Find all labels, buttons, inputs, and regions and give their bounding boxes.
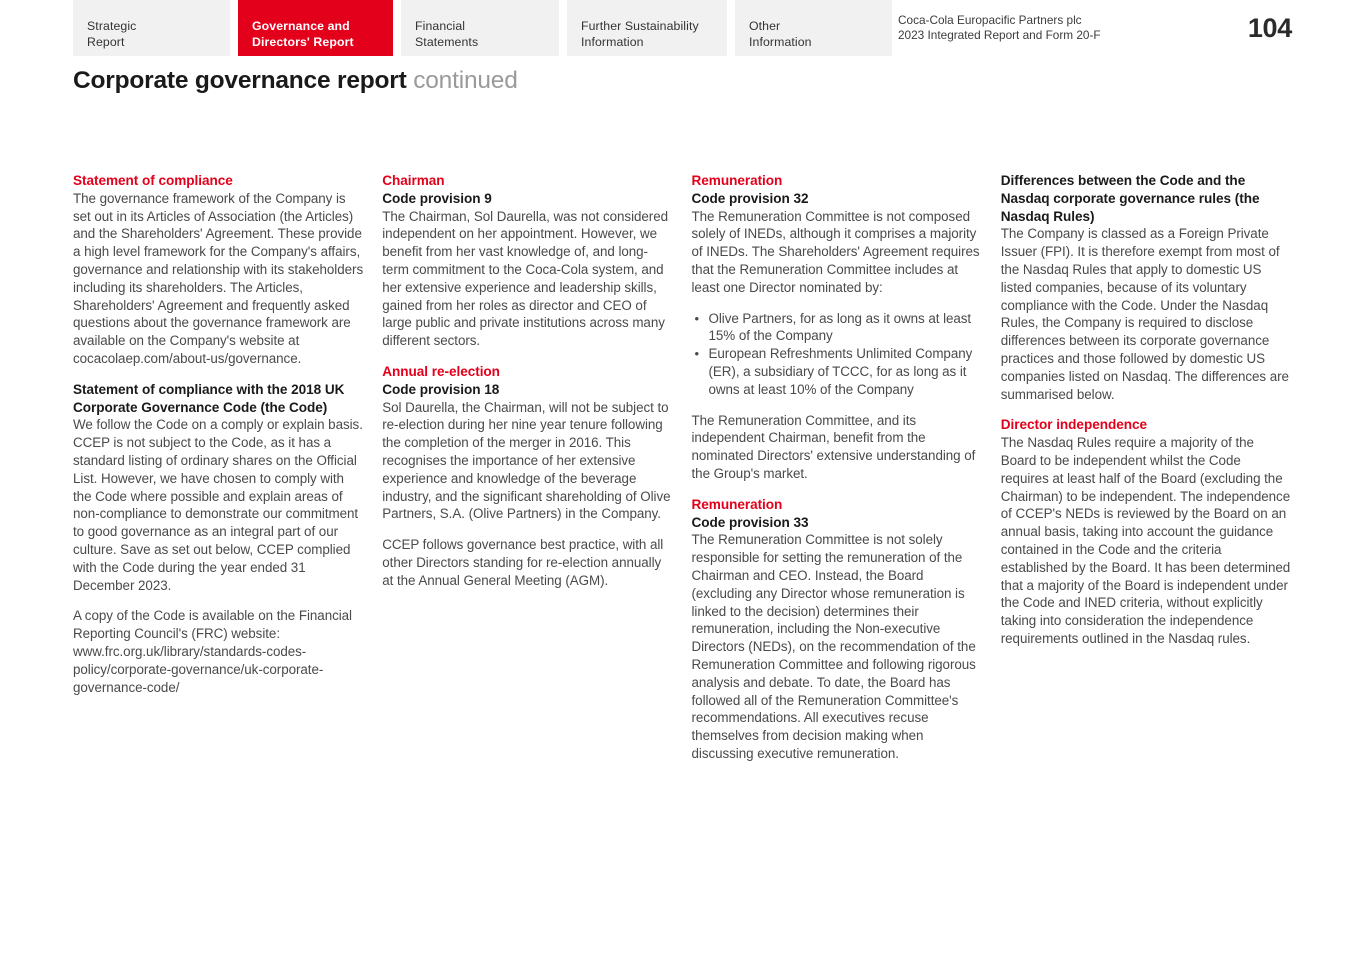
column-chairman [382, 172, 673, 776]
section-heading: Code provision 18 [382, 381, 500, 397]
tab-label-line2: Information [749, 34, 812, 49]
tab-further-sustainability-information[interactable] [567, 0, 727, 56]
section-heading: Code provision 33 [691, 514, 809, 530]
tab-label-line1: Financial [415, 19, 466, 33]
body-paragraph: CCEP follows governance best practice, with all other Directors standing for re-election annually at the Annual General Meeting (AGM). [382, 537, 664, 588]
body-paragraph: The governance framework of the Company is set out in its Articles of Association (the Articles) and the Shareholders' Agreement. These provide a high level framework for the Company's affairs, governance and relationship with its stakeholders including its shareholders. The Articles, Shareholders' Agreement and frequently asked questions about the governance framework are available on the Company's website at cocacolaep.com/about-us/governance. [73, 190, 364, 366]
body-paragraph: The Company is classed as a Foreign Private Issuer (FPI). It is therefore exempt from most of the Nasdaq Rules that apply to domestic US listed companies, because of its voluntary compliance with the Code. Under the Nasdaq Rules, the Company is required to disclose differences between its corporate governance practices and those followed by domestic US companies listed on Nasdaq. The differences are summarised below. [1000, 226, 1289, 402]
body-paragraph: We follow the Code on a comply or explain basis. CCEP is not subject to the Code, as it has a standard listing of ordinary shares on the Official List. However, we have chosen to comply with the Code where possible and explain areas of non-compliance to demonstrate our commitment to good governance as an integral part of our culture. Save as set out below, CCEP complied with the Code during the year ended 31 December 2023. [73, 417, 363, 593]
section-heading: Statement of compliance with the 2018 UK Corporate Governance Code (the Code) [73, 381, 345, 415]
section-heading: Chairman [382, 173, 445, 188]
body-paragraph: The Remuneration Committee, and its independent Chairman, benefit from the nominated Directors' extensive understanding of the Group's market. [691, 412, 976, 481]
body-paragraph: The Nasdaq Rules require a majority of the Board to be independent whilst the Code requires at least half of the Board (excluding the Chairman) to be independent. The independence of CCEP's NEDs is reviewed by the Board on an annual basis, taking into account the guidance contained in the Code and the criteria established by the Board. It has been determined that a majority of the Board is independent under the Code and INED criteria, without explicitly taking into consideration the independence requirements outlined in the Nasdaq rules. [1000, 435, 1291, 646]
column-nasdaq-differences [1001, 172, 1292, 776]
page-number: 104 [1247, 12, 1292, 43]
column-remuneration [692, 172, 983, 776]
document-reference [898, 0, 1101, 56]
tab-other-information[interactable] [735, 0, 892, 56]
tab-governance-and-directors-report[interactable] [238, 0, 393, 56]
page-title-continued: continued [413, 67, 518, 94]
tab-financial-statements[interactable] [401, 0, 559, 56]
list-item: • Olive Partners, for as long as it owns at least 15% of the Company [692, 310, 983, 346]
column-statement-of-compliance [73, 172, 364, 776]
body-paragraph: A copy of the Code is available on the Financial Reporting Council's (FRC) website: www.frc.org.uk/library/standards-codes-policy/corporate-governance/uk-corporate-governance-code/ [73, 608, 352, 695]
bullet-list [692, 310, 983, 399]
section-tab-strip [73, 0, 900, 56]
tab-label-line2: Directors' Report [252, 34, 354, 49]
section-heading: Statement of compliance [73, 173, 233, 188]
list-item: • European Refreshments Unlimited Company (ER), a subsidiary of TCCC, for as long as it owns at least 10% of the Company [692, 345, 983, 398]
body-paragraph: Sol Daurella, the Chairman, will not be subject to re-election during her nine year tenure following the completion of the merger in 2016. This recognises the importance of her extensive experience and knowledge of the beverage industry, and the significant shareholding of Olive Partners, S.A. (Olive Partners) in the Company. [382, 399, 671, 522]
page-title [73, 66, 518, 96]
body-paragraph: The Remuneration Committee is not composed solely of INEDs, although it comprises a majority of INEDs. The Shareholders' Agreement requires that the Remuneration Committee includes at least one Director nominated by: [691, 208, 980, 295]
section-heading: Director independence [1000, 417, 1148, 433]
tab-label-line1: Governance and [252, 19, 350, 33]
tab-label-line1: Strategic [87, 19, 137, 33]
section-heading: Annual re-election [382, 363, 500, 379]
tab-label-line1: Further Sustainability [581, 19, 699, 33]
body-paragraph: The Chairman, Sol Daurella, was not considered independent on her appointment. However, we benefit from her vast knowledge of, and long-term commitment to the Coca-Cola system, and her extensive experience and leadership skills, gained from her roles as director and CEO of large public and private institutions across many different sectors. [382, 208, 668, 349]
section-heading: Code provision 9 [382, 190, 492, 206]
tab-label-line2: Report [87, 34, 125, 49]
body-columns [73, 172, 1292, 776]
document-report-name: 2023 Integrated Report and Form 20-F [898, 28, 1101, 42]
page-title-main: Corporate governance report [73, 67, 407, 94]
tab-label-line1: Other [749, 19, 781, 33]
tab-strategic-report[interactable] [73, 0, 230, 56]
section-heading: Remuneration [691, 496, 783, 512]
section-heading: Remuneration [691, 173, 783, 188]
tab-label-line2: Information [581, 34, 644, 49]
section-heading: Differences between the Code and the Nasdaq corporate governance rules (the Nasdaq Rules) [1000, 173, 1260, 224]
tab-label-line2: Statements [415, 34, 479, 49]
document-company-name: Coca-Cola Europacific Partners plc [898, 12, 1082, 27]
section-heading: Code provision 32 [691, 190, 809, 206]
body-paragraph: The Remuneration Committee is not solely responsible for setting the remuneration of the Chairman and CEO. Instead, the Board (excluding any Director whose remuneration is linked to the decision) determines their remuneration, including the Non-executive Directors (NEDs), on the recommendation of the Remuneration Committee and following rigorous analysis and debate. To date, the Board has followed all of the Remuneration Committee's recommendations. All executives recuse themselves from decision making when discussing executive remuneration. [691, 532, 976, 761]
